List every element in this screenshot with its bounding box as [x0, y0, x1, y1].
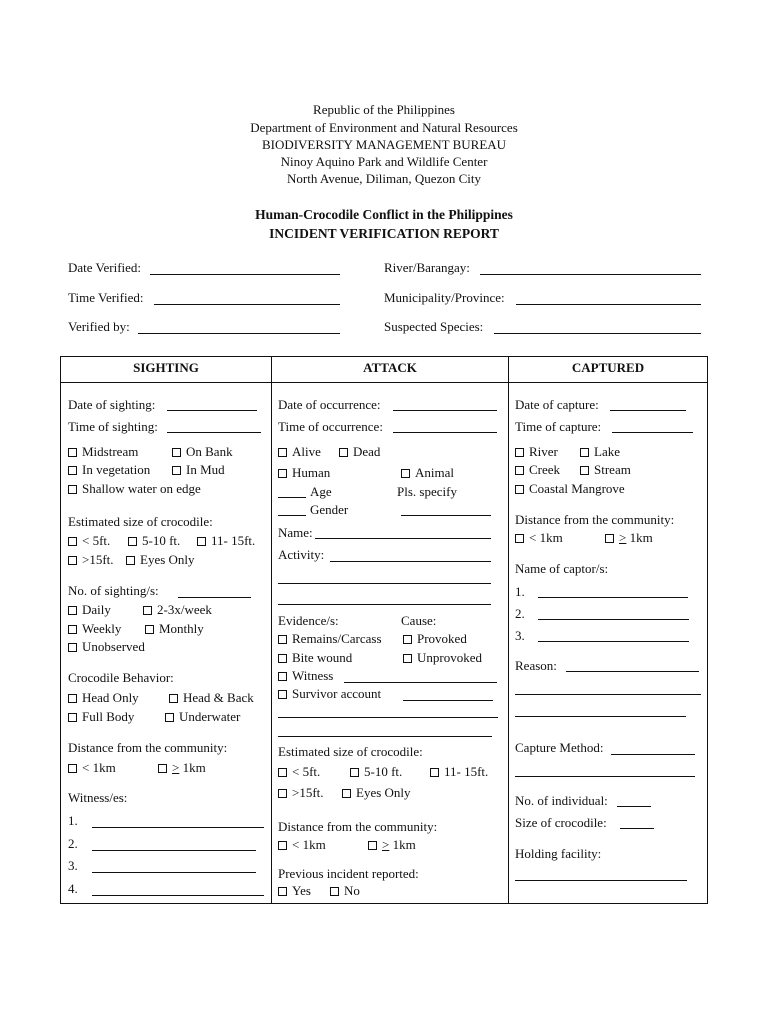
checkbox[interactable]	[342, 789, 351, 798]
opt-label: Dead	[353, 444, 381, 459]
checkbox[interactable]	[278, 690, 287, 699]
checkbox[interactable]	[68, 713, 77, 722]
time-verified-field[interactable]	[154, 304, 340, 305]
captor-num-1: 1.	[515, 584, 525, 599]
header-line-1: Republic of the Philippines	[313, 102, 455, 117]
opt-attack-ge1km[interactable]	[368, 837, 416, 853]
opt-monthly[interactable]	[145, 621, 204, 637]
attack-date-field[interactable]	[393, 410, 497, 411]
opt-alive[interactable]	[278, 444, 321, 460]
activity-field-3[interactable]	[278, 604, 491, 605]
opt-label: < 1km	[82, 760, 116, 775]
opt-label: 1km	[179, 760, 206, 775]
verified-by-field[interactable]	[138, 333, 340, 334]
opt-witness[interactable]	[278, 668, 333, 684]
gender-field[interactable]	[278, 515, 306, 516]
no-individual-label: No. of individual:	[515, 793, 608, 808]
opt-label: Creek	[529, 462, 561, 477]
opt-label: 5-10 ft.	[364, 764, 403, 779]
survivor-detail-field[interactable]	[403, 700, 493, 701]
sighting-count-label: No. of sighting/s:	[68, 583, 159, 598]
checkbox[interactable]	[165, 713, 174, 722]
witness-field-1[interactable]	[92, 827, 264, 828]
opt-underwater[interactable]	[165, 709, 240, 725]
opt-in-mud[interactable]	[172, 462, 225, 478]
opt-head-only[interactable]	[68, 690, 139, 706]
checkbox[interactable]	[68, 625, 77, 634]
checkbox[interactable]	[68, 764, 77, 773]
municipality-province-label: Municipality/Province:	[384, 290, 505, 305]
opt-label: River	[529, 444, 558, 459]
checkbox[interactable]	[580, 466, 589, 475]
witness-num-3: 3.	[68, 858, 78, 873]
capture-distance-label: Distance from the community:	[515, 512, 675, 527]
opt-unprovoked[interactable]	[403, 650, 482, 666]
sighting-distance-label: Distance from the community:	[68, 740, 228, 755]
opt-daily[interactable]	[68, 602, 111, 618]
capture-time-label: Time of capture:	[515, 419, 602, 434]
sighting-count-field[interactable]	[178, 597, 251, 598]
column-divider-1	[271, 356, 272, 904]
opt-label: Remains/Carcass	[292, 631, 382, 646]
opt-label: < 5ft.	[292, 764, 321, 779]
opt-head-back[interactable]	[169, 690, 254, 706]
checkbox[interactable]	[68, 537, 77, 546]
opt-attack-size-lt5[interactable]	[278, 764, 320, 780]
opt-attack-lt1km[interactable]	[278, 837, 326, 853]
capture-method-label: Capture Method:	[515, 740, 604, 755]
verified-by-label: Verified by:	[68, 319, 130, 334]
opt-label: Full Body	[82, 709, 135, 724]
ge-symbol: >	[382, 837, 390, 852]
opt-label: Weekly	[82, 621, 122, 636]
opt-label: Shallow water on edge	[82, 481, 201, 496]
checkbox[interactable]	[401, 469, 410, 478]
checkbox[interactable]	[68, 556, 77, 565]
opt-animal[interactable]	[401, 465, 454, 481]
sighting-est-size-label: Estimated size of crocodile:	[68, 514, 213, 529]
opt-attack-size-gt15[interactable]	[278, 785, 324, 801]
checkbox[interactable]	[143, 606, 152, 615]
activity-label: Activity:	[278, 547, 325, 562]
opt-midstream[interactable]	[68, 444, 138, 460]
opt-in-vegetation[interactable]	[68, 462, 150, 478]
opt-label: 1km	[389, 837, 416, 852]
opt-label: Unprovoked	[417, 650, 482, 665]
header-row-divider	[60, 382, 708, 383]
checkbox[interactable]	[278, 469, 287, 478]
opt-label: Bite wound	[292, 650, 353, 665]
suspected-species-label: Suspected Species:	[384, 319, 484, 334]
checkbox[interactable]	[68, 694, 77, 703]
opt-remains[interactable]	[278, 631, 382, 647]
checkbox[interactable]	[68, 466, 77, 475]
previous-incident-label: Previous incident reported:	[278, 866, 419, 881]
pls-specify-label: Pls. specify	[397, 484, 457, 499]
opt-label: >15ft.	[82, 552, 114, 567]
opt-label: Midstream	[82, 444, 139, 459]
checkbox[interactable]	[172, 466, 181, 475]
opt-2-3x-week[interactable]	[143, 602, 212, 618]
checkbox[interactable]	[158, 764, 167, 773]
checkbox[interactable]	[330, 887, 339, 896]
captor-field-3[interactable]	[538, 641, 689, 642]
witness-field-4[interactable]	[92, 895, 264, 896]
victim-name-field[interactable]	[315, 538, 491, 539]
opt-distance-ge1km[interactable]	[158, 760, 206, 776]
checkbox[interactable]	[169, 694, 178, 703]
opt-unobserved[interactable]	[68, 639, 145, 655]
witness-label: Witness/es:	[68, 790, 128, 805]
witness-num-4: 4.	[68, 881, 78, 896]
behavior-label: Crocodile Behavior:	[68, 670, 174, 685]
opt-label: < 1km	[529, 530, 563, 545]
witness-field-2[interactable]	[92, 850, 256, 851]
opt-label: 5-10 ft.	[142, 533, 181, 548]
checkbox[interactable]	[580, 448, 589, 457]
column-header-captured: CAPTURED	[571, 360, 645, 375]
victim-name-label: Name:	[278, 525, 313, 540]
checkbox[interactable]	[515, 448, 524, 457]
reason-label: Reason:	[515, 658, 557, 673]
opt-label: Yes	[292, 883, 311, 898]
time-verified-label: Time Verified:	[68, 290, 144, 305]
opt-on-bank[interactable]	[172, 444, 233, 460]
header-line-3: BIODIVERSITY MANAGEMENT BUREAU	[261, 137, 507, 152]
opt-previous-yes[interactable]	[278, 883, 311, 899]
opt-label: Eyes Only	[356, 785, 411, 800]
reason-field-3[interactable]	[515, 716, 686, 717]
checkbox[interactable]	[278, 789, 287, 798]
evidence-label: Evidence/s:	[278, 613, 339, 628]
checkbox[interactable]	[430, 768, 439, 777]
opt-attack-size-5-10[interactable]	[350, 764, 402, 780]
opt-label: 1km	[626, 530, 653, 545]
age-field[interactable]	[278, 497, 306, 498]
activity-field-2[interactable]	[278, 583, 491, 584]
attack-date-label: Date of occurrence:	[278, 397, 381, 412]
opt-label: Unobserved	[82, 639, 145, 654]
opt-label: Daily	[82, 602, 111, 617]
header-line-5: North Avenue, Diliman, Quezon City	[286, 171, 481, 186]
attack-time-label: Time of occurrence:	[278, 419, 383, 434]
captor-field-1[interactable]	[538, 597, 688, 598]
checkbox[interactable]	[68, 606, 77, 615]
checkbox[interactable]	[515, 485, 524, 494]
opt-full-body[interactable]	[68, 709, 134, 725]
opt-label: Witness	[292, 668, 334, 683]
checkbox[interactable]	[278, 672, 287, 681]
checkbox[interactable]	[278, 841, 287, 850]
checkbox[interactable]	[172, 448, 181, 457]
checkbox[interactable]	[278, 635, 287, 644]
header-line-4: Ninoy Aquino Park and Wildlife Center	[280, 154, 488, 169]
opt-distance-lt1km[interactable]	[68, 760, 116, 776]
capture-date-label: Date of capture:	[515, 397, 599, 412]
opt-creek[interactable]	[515, 462, 560, 478]
opt-weekly[interactable]	[68, 621, 121, 637]
captor-num-3: 3.	[515, 628, 525, 643]
checkbox[interactable]	[126, 556, 135, 565]
opt-label: Human	[292, 465, 331, 480]
opt-capture-lt1km[interactable]	[515, 530, 563, 546]
checkbox[interactable]	[68, 643, 77, 652]
capture-method-field[interactable]	[611, 754, 695, 755]
evidence-field-2[interactable]	[278, 717, 498, 718]
opt-size-gt15[interactable]	[68, 552, 114, 568]
title-line-1: Human-Crocodile Conflict in the Philippines	[255, 207, 513, 222]
opt-attack-eyes-only[interactable]	[342, 785, 411, 801]
opt-size-lt5[interactable]	[68, 533, 110, 549]
opt-label: < 5ft.	[82, 533, 111, 548]
opt-dead[interactable]	[339, 444, 380, 460]
checkbox[interactable]	[515, 466, 524, 475]
opt-eyes-only[interactable]	[126, 552, 195, 568]
opt-survivor-account[interactable]	[278, 686, 381, 702]
opt-size-5-10[interactable]	[128, 533, 180, 549]
attack-distance-label: Distance from the community:	[278, 819, 438, 834]
opt-label: No	[344, 883, 360, 898]
opt-label: In vegetation	[82, 462, 151, 477]
checkbox[interactable]	[368, 841, 377, 850]
checkbox[interactable]	[515, 534, 524, 543]
column-divider-2	[508, 356, 509, 904]
capture-date-field[interactable]	[610, 410, 686, 411]
checkbox[interactable]	[197, 537, 206, 546]
opt-label: < 1km	[292, 837, 326, 852]
opt-label: 11- 15ft.	[444, 764, 489, 779]
checkbox[interactable]	[403, 654, 412, 663]
opt-previous-no[interactable]	[330, 883, 360, 899]
evidence-field-3[interactable]	[278, 736, 492, 737]
captor-num-2: 2.	[515, 606, 525, 621]
column-header-attack: ATTACK	[363, 360, 417, 375]
opt-label: Survivor account	[292, 686, 382, 701]
opt-label: 11- 15ft.	[211, 533, 256, 548]
attack-time-field[interactable]	[393, 432, 497, 433]
municipality-province-field[interactable]	[516, 304, 701, 305]
animal-specify-field[interactable]	[401, 515, 491, 516]
opt-provoked[interactable]	[403, 631, 467, 647]
checkbox[interactable]	[278, 448, 287, 457]
capture-time-field[interactable]	[612, 432, 693, 433]
river-barangay-label: River/Barangay:	[384, 260, 470, 275]
capture-method-field-2[interactable]	[515, 776, 695, 777]
checkbox[interactable]	[339, 448, 348, 457]
opt-human[interactable]	[278, 465, 330, 481]
reason-field-2[interactable]	[515, 694, 701, 695]
witness-num-2: 2.	[68, 836, 78, 851]
opt-lake[interactable]	[580, 444, 620, 460]
witness-detail-field[interactable]	[344, 682, 497, 683]
capture-size-field[interactable]	[620, 828, 654, 829]
sighting-time-label: Time of sighting:	[68, 419, 158, 434]
attack-est-size-label: Estimated size of crocodile:	[278, 744, 423, 759]
checkbox[interactable]	[350, 768, 359, 777]
checkbox[interactable]	[605, 534, 614, 543]
opt-label: Head Only	[82, 690, 139, 705]
opt-label: Coastal Mangrove	[529, 481, 625, 496]
holding-facility-field[interactable]	[515, 880, 687, 881]
captor-field-2[interactable]	[538, 619, 689, 620]
witness-field-3[interactable]	[92, 872, 256, 873]
opt-shallow-water[interactable]	[68, 481, 201, 497]
opt-capture-ge1km[interactable]	[605, 530, 653, 546]
opt-stream[interactable]	[580, 462, 631, 478]
checkbox[interactable]	[145, 625, 154, 634]
capture-size-label: Size of crocodile:	[515, 815, 607, 830]
opt-label: Provoked	[417, 631, 467, 646]
opt-label: 2-3x/week	[157, 602, 212, 617]
reason-field-1[interactable]	[566, 671, 699, 672]
suspected-species-field[interactable]	[494, 333, 701, 334]
opt-label: Lake	[594, 444, 620, 459]
no-individual-field[interactable]	[617, 806, 651, 807]
checkbox[interactable]	[128, 537, 137, 546]
opt-river[interactable]	[515, 444, 558, 460]
opt-coastal-mangrove[interactable]	[515, 481, 625, 497]
ge-symbol: >	[619, 530, 627, 545]
opt-label: Underwater	[179, 709, 241, 724]
checkbox[interactable]	[278, 768, 287, 777]
sighting-date-label: Date of sighting:	[68, 397, 156, 412]
checkbox[interactable]	[68, 448, 77, 457]
opt-label: >15ft.	[292, 785, 324, 800]
opt-bite-wound[interactable]	[278, 650, 352, 666]
age-label: Age	[310, 484, 332, 499]
cause-label: Cause:	[401, 613, 437, 628]
title-line-2: INCIDENT VERIFICATION REPORT	[269, 226, 499, 241]
opt-label: On Bank	[186, 444, 233, 459]
opt-label: Head & Back	[183, 690, 254, 705]
checkbox[interactable]	[68, 485, 77, 494]
opt-attack-size-11-15[interactable]	[430, 764, 488, 780]
sighting-date-field[interactable]	[167, 410, 257, 411]
opt-label: Monthly	[159, 621, 204, 636]
opt-label: Eyes Only	[140, 552, 195, 567]
ge-symbol: >	[172, 760, 180, 775]
opt-label: In Mud	[186, 462, 225, 477]
column-header-sighting: SIGHTING	[133, 360, 199, 375]
opt-label: Alive	[292, 444, 321, 459]
sighting-time-field[interactable]	[167, 432, 261, 433]
witness-num-1: 1.	[68, 813, 78, 828]
gender-label: Gender	[310, 502, 349, 517]
date-verified-label: Date Verified:	[68, 260, 142, 275]
captor-label: Name of captor/s:	[515, 561, 609, 576]
checkbox[interactable]	[278, 887, 287, 896]
date-verified-field[interactable]	[150, 274, 340, 275]
header-line-2: Department of Environment and Natural Resources	[250, 120, 518, 135]
river-barangay-field[interactable]	[480, 274, 701, 275]
checkbox[interactable]	[278, 654, 287, 663]
activity-field[interactable]	[330, 561, 491, 562]
opt-label: Animal	[415, 465, 454, 480]
opt-size-11-15[interactable]	[197, 533, 255, 549]
checkbox[interactable]	[403, 635, 412, 644]
holding-facility-label: Holding facility:	[515, 846, 602, 861]
opt-label: Stream	[594, 462, 631, 477]
